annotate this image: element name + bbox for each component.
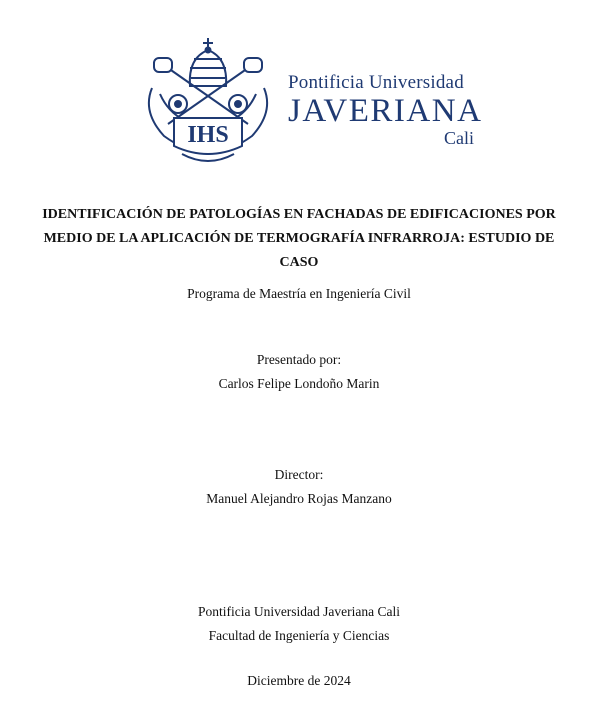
faculty-name: Facultad de Ingeniería y Ciencias [208, 628, 390, 643]
program-name: Programa de Maestría en Ingeniería Civil [187, 286, 411, 301]
thesis-title: IDENTIFICACIÓN DE PATOLOGÍAS EN FACHADAS DE EDIFICACIONES POR MEDIO DE LA APLICACIÓN DE TERMOGRAFÍA INFRARROJA: ESTUDIO DE CASO [42, 207, 556, 270]
director-name: Manuel Alejandro Rojas Manzano [206, 491, 392, 506]
university-logo [138, 28, 483, 170]
crest-monogram: IHS [187, 122, 229, 148]
logo-line-pontificia: Pontificia Universidad [288, 72, 464, 93]
institution-name: Pontificia Universidad Javeriana Cali [197, 604, 401, 619]
presented-by-label: Presentado por: [256, 352, 342, 367]
director-label: Director: [274, 467, 324, 482]
logo-line-javeriana: JAVERIANA [288, 93, 483, 129]
author-name: Carlos Felipe Londoño Marin [218, 376, 380, 391]
logo-wordmark [288, 72, 488, 148]
logo-line-cali: Cali [444, 128, 474, 148]
crest-icon [138, 28, 278, 170]
document-date: Diciembre de 2024 [247, 673, 351, 688]
